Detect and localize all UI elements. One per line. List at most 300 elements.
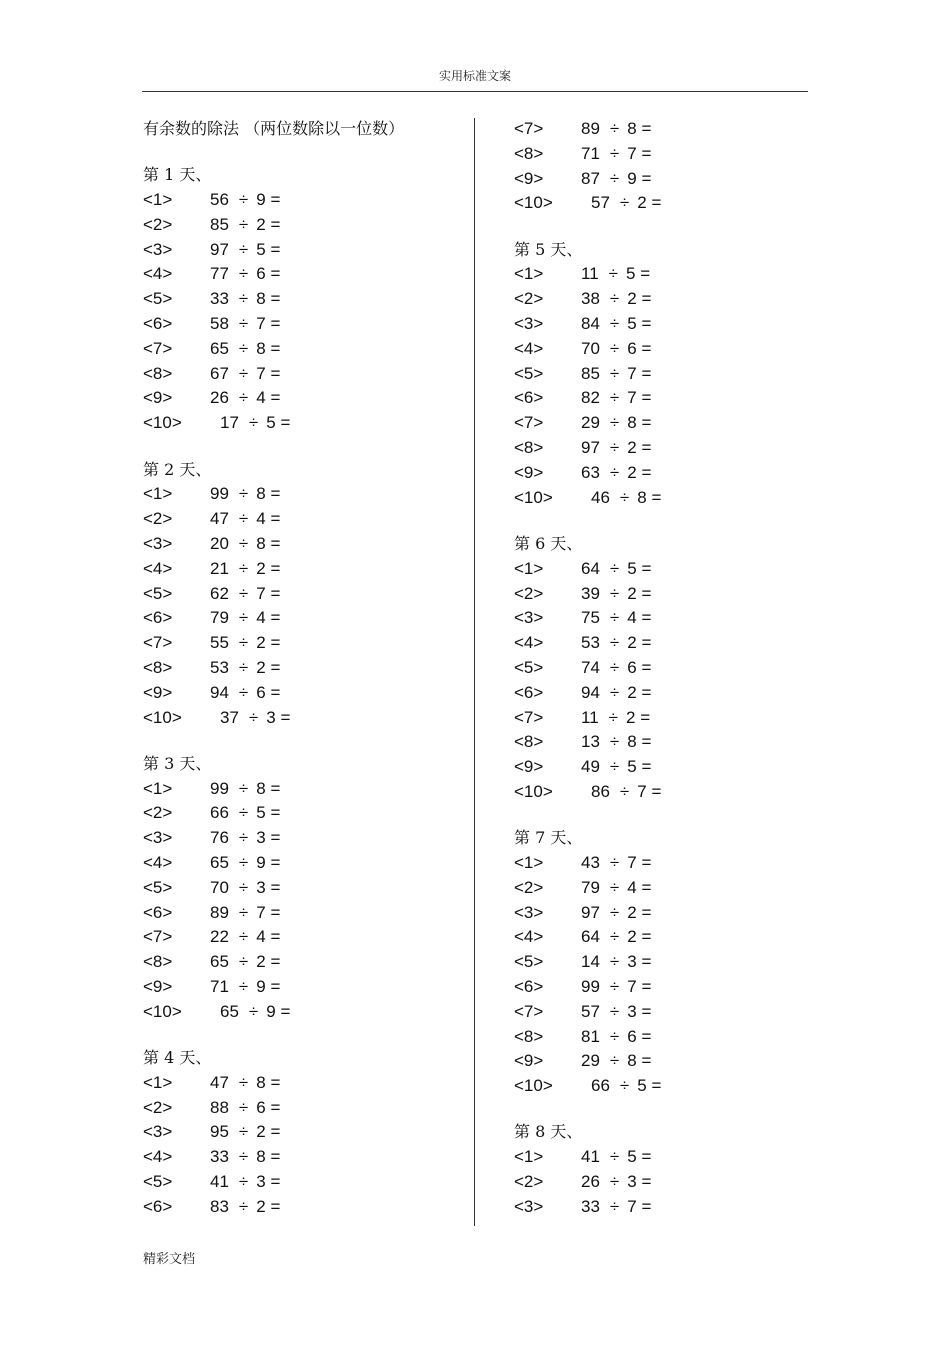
- division-sign: ÷: [609, 413, 620, 433]
- divisor: 2: [256, 633, 266, 653]
- divisor: 3: [627, 952, 637, 972]
- dividend: 76: [210, 828, 229, 848]
- page-footer: 精彩文档: [143, 1252, 196, 1267]
- dividend: 97: [210, 239, 229, 259]
- divisor: 4: [627, 608, 637, 628]
- divisor: 2: [627, 682, 637, 702]
- problem-number: <1>: [514, 558, 544, 578]
- problem-number: <7>: [514, 1001, 544, 1021]
- division-sign: ÷: [609, 338, 620, 358]
- problem-row: [143, 557, 443, 582]
- problem-row: [514, 386, 814, 411]
- equals-sign: =: [641, 1026, 652, 1046]
- divisor: 6: [627, 338, 637, 358]
- equals-sign: =: [641, 338, 652, 358]
- problem-number: <9>: [143, 682, 173, 702]
- problem-row: [143, 532, 443, 557]
- problem-row: [143, 656, 443, 681]
- problem-row: [143, 386, 443, 411]
- dividend: 71: [210, 977, 229, 996]
- problem-number: <7>: [143, 633, 173, 653]
- dividend: 82: [581, 388, 600, 408]
- divisor: 8: [256, 1072, 266, 1092]
- dividend: 38: [581, 289, 600, 309]
- equals-sign: =: [270, 927, 281, 947]
- divisor: 5: [627, 1147, 637, 1167]
- dividend: 83: [210, 1196, 229, 1216]
- section-gap: [514, 510, 814, 532]
- problem-row: [514, 312, 814, 337]
- problem-row: [514, 191, 814, 216]
- divisor: 3: [266, 707, 276, 727]
- dividend: 97: [581, 438, 600, 458]
- division-sign: ÷: [608, 264, 618, 284]
- division-sign: ÷: [238, 314, 249, 334]
- dividend: 29: [581, 1051, 600, 1071]
- day-heading: 第 8 天、: [514, 1122, 583, 1142]
- problem-row: [514, 1145, 814, 1170]
- equals-sign: =: [280, 1001, 291, 1021]
- problem-number: <9>: [514, 168, 544, 188]
- divisor: 9: [627, 168, 637, 188]
- dividend: 84: [581, 314, 600, 334]
- division-sign: ÷: [238, 778, 249, 798]
- division-sign: ÷: [609, 583, 620, 603]
- equals-sign: =: [640, 264, 651, 284]
- equals-sign: =: [641, 1001, 652, 1021]
- problem-row: [514, 1049, 814, 1074]
- divisor: 2: [256, 214, 266, 234]
- equals-sign: =: [270, 363, 281, 383]
- problem-number: <2>: [514, 877, 544, 897]
- equals-sign: =: [270, 682, 281, 702]
- problem-number: <2>: [514, 1172, 544, 1192]
- equals-sign: =: [641, 927, 652, 947]
- problem-number: <3>: [143, 828, 173, 848]
- equals-sign: =: [641, 757, 652, 777]
- division-sign: ÷: [609, 927, 620, 947]
- divisor: 4: [256, 388, 266, 408]
- divisor: 8: [637, 487, 647, 507]
- problem-row: [514, 925, 814, 950]
- problem-number: <6>: [143, 314, 173, 334]
- division-sign: ÷: [238, 558, 249, 578]
- day-heading: 第 7 天、: [514, 828, 583, 848]
- dividend: 66: [591, 1076, 610, 1096]
- problem-number: <5>: [514, 657, 544, 677]
- equals-sign: =: [270, 877, 281, 897]
- division-sign: ÷: [609, 143, 620, 163]
- division-sign: ÷: [609, 1147, 620, 1167]
- division-sign: ÷: [609, 682, 620, 702]
- dividend: 46: [591, 487, 610, 507]
- problem-row: [514, 730, 814, 755]
- problem-number: <10>: [143, 413, 182, 433]
- problem-number: <7>: [143, 927, 173, 947]
- dividend: 65: [210, 853, 229, 873]
- divisor: 2: [627, 927, 637, 947]
- divisor: 2: [256, 1196, 266, 1216]
- dividend: 14: [581, 952, 600, 972]
- section-gap: [143, 436, 443, 458]
- dividend: 29: [581, 413, 600, 433]
- divisor: 4: [256, 608, 266, 628]
- division-sign: ÷: [619, 1076, 630, 1096]
- dividend: 26: [581, 1172, 600, 1192]
- dividend: 49: [581, 757, 600, 777]
- problem-row: [514, 411, 814, 436]
- divisor: 2: [627, 438, 637, 458]
- division-sign: ÷: [609, 363, 620, 383]
- problem-row: [514, 436, 814, 461]
- divisor: 5: [637, 1076, 647, 1096]
- equals-sign: =: [651, 193, 662, 213]
- divisor: 7: [256, 363, 266, 383]
- divisor: 2: [627, 583, 637, 603]
- problem-number: <6>: [514, 682, 544, 702]
- problem-row: [514, 167, 814, 192]
- dividend: 20: [210, 533, 229, 553]
- left-column: [143, 117, 443, 1220]
- problem-row: [514, 681, 814, 706]
- divisor: 8: [627, 413, 637, 433]
- dividend: 87: [581, 168, 600, 188]
- section-gap: [514, 805, 814, 827]
- problem-row: [514, 1025, 814, 1050]
- problem-row: [143, 1096, 443, 1121]
- problem-number: <6>: [514, 977, 544, 996]
- division-sign: ÷: [609, 1001, 620, 1021]
- problem-number: <6>: [143, 608, 173, 628]
- problem-number: <3>: [514, 902, 544, 922]
- divisor: 4: [627, 877, 637, 897]
- equals-sign: =: [270, 977, 281, 996]
- problem-number: <4>: [514, 338, 544, 358]
- division-sign: ÷: [238, 1122, 249, 1142]
- problem-number: <1>: [143, 190, 173, 210]
- problem-row: [514, 755, 814, 780]
- dividend: 57: [581, 1001, 600, 1021]
- dividend: 81: [581, 1026, 600, 1046]
- dividend: 56: [210, 190, 229, 210]
- equals-sign: =: [641, 682, 652, 702]
- problem-number: <9>: [143, 388, 173, 408]
- division-sign: ÷: [609, 119, 620, 138]
- division-sign: ÷: [238, 977, 249, 996]
- division-sign: ÷: [238, 388, 249, 408]
- equals-sign: =: [270, 608, 281, 628]
- problem-number: <3>: [514, 1196, 544, 1216]
- dividend: 71: [581, 143, 600, 163]
- problem-row: [143, 1000, 443, 1025]
- equals-sign: =: [270, 558, 281, 578]
- divisor: 5: [627, 314, 637, 334]
- dividend: 63: [581, 462, 600, 482]
- division-sign: ÷: [238, 1147, 249, 1167]
- division-sign: ÷: [238, 952, 249, 972]
- divisor: 6: [627, 657, 637, 677]
- day-heading: 第 2 天、: [143, 459, 212, 479]
- dividend: 77: [210, 264, 229, 284]
- problem-row: [514, 337, 814, 362]
- divisor: 5: [256, 239, 266, 259]
- dividend: 97: [581, 902, 600, 922]
- division-sign: ÷: [619, 487, 630, 507]
- dividend: 53: [210, 657, 229, 677]
- division-sign: ÷: [619, 193, 630, 213]
- equals-sign: =: [651, 781, 662, 801]
- division-sign: ÷: [238, 682, 249, 702]
- divisor: 8: [256, 484, 266, 504]
- equals-sign: =: [651, 1076, 662, 1096]
- problem-number: <4>: [143, 1147, 173, 1167]
- problem-row: [514, 975, 814, 1000]
- divisor: 8: [256, 533, 266, 553]
- problem-number: <8>: [143, 952, 173, 972]
- divisor: 6: [256, 1097, 266, 1117]
- dividend: 66: [210, 803, 229, 823]
- problem-number: <9>: [514, 462, 544, 482]
- divisor: 5: [626, 264, 636, 284]
- division-sign: ÷: [248, 707, 259, 727]
- division-sign: ÷: [238, 363, 249, 383]
- divisor: 7: [627, 853, 637, 873]
- division-sign: ÷: [238, 190, 249, 210]
- equals-sign: =: [641, 388, 652, 408]
- problem-number: <1>: [143, 1072, 173, 1092]
- division-sign: ÷: [609, 289, 620, 309]
- equals-sign: =: [270, 952, 281, 972]
- equals-sign: =: [641, 608, 652, 628]
- equals-sign: =: [270, 902, 281, 922]
- problem-row: [514, 486, 814, 511]
- problem-row: [143, 901, 443, 926]
- problem-row: [143, 213, 443, 238]
- divisor: 4: [256, 927, 266, 947]
- problem-row: [514, 876, 814, 901]
- dividend: 17: [220, 413, 239, 433]
- equals-sign: =: [641, 143, 652, 163]
- problem-number: <6>: [143, 902, 173, 922]
- problem-number: <4>: [514, 633, 544, 653]
- problem-row: [143, 801, 443, 826]
- division-sign: ÷: [238, 239, 249, 259]
- dividend: 89: [581, 119, 600, 138]
- equals-sign: =: [641, 119, 652, 138]
- day-heading: 第 1 天、: [143, 165, 212, 185]
- dividend: 95: [210, 1122, 229, 1142]
- problem-row: [143, 337, 443, 362]
- problem-row: [143, 631, 443, 656]
- problem-row: [143, 681, 443, 706]
- equals-sign: =: [641, 657, 652, 677]
- division-sign: ÷: [609, 558, 620, 578]
- divisor: 5: [627, 757, 637, 777]
- problem-row: [514, 461, 814, 486]
- dividend: 86: [591, 781, 610, 801]
- divisor: 7: [256, 314, 266, 334]
- problem-number: <9>: [143, 977, 173, 996]
- equals-sign: =: [641, 314, 652, 334]
- divisor: 8: [627, 119, 637, 138]
- divisor: 9: [256, 853, 266, 873]
- problem-number: <3>: [514, 314, 544, 334]
- problem-row: [143, 188, 443, 213]
- section-gap: [514, 216, 814, 238]
- equals-sign: =: [270, 853, 281, 873]
- dividend: 47: [210, 1072, 229, 1092]
- division-sign: ÷: [609, 438, 620, 458]
- division-sign: ÷: [608, 707, 618, 727]
- problem-number: <8>: [143, 657, 173, 677]
- divisor: 7: [256, 583, 266, 603]
- equals-sign: =: [641, 853, 652, 873]
- division-sign: ÷: [238, 1072, 249, 1092]
- divisor: 8: [256, 289, 266, 309]
- divisor: 8: [256, 1147, 266, 1167]
- division-sign: ÷: [238, 608, 249, 628]
- dividend: 55: [210, 633, 229, 653]
- divisor: 2: [637, 193, 647, 213]
- division-sign: ÷: [238, 289, 249, 309]
- section-gap: [143, 142, 443, 164]
- equals-sign: =: [641, 438, 652, 458]
- problem-number: <1>: [514, 1147, 544, 1167]
- problem-row: [143, 1170, 443, 1195]
- dividend: 39: [581, 583, 600, 603]
- equals-sign: =: [641, 363, 652, 383]
- divisor: 2: [256, 558, 266, 578]
- divisor: 5: [256, 803, 266, 823]
- problem-number: <1>: [143, 778, 173, 798]
- divisor: 7: [627, 1196, 637, 1216]
- division-sign: ÷: [609, 952, 620, 972]
- division-sign: ÷: [238, 1097, 249, 1117]
- dividend: 21: [210, 558, 229, 578]
- divisor: 7: [256, 902, 266, 922]
- division-sign: ÷: [238, 1172, 249, 1192]
- problem-number: <10>: [514, 781, 553, 801]
- problem-row: [514, 1074, 814, 1099]
- dividend: 85: [581, 363, 600, 383]
- problem-row: [143, 287, 443, 312]
- problem-row: [143, 1145, 443, 1170]
- problem-row: [514, 362, 814, 387]
- divisor: 3: [627, 1001, 637, 1021]
- problem-row: [514, 631, 814, 656]
- dividend: 88: [210, 1097, 229, 1117]
- dividend: 65: [210, 338, 229, 358]
- divisor: 2: [627, 902, 637, 922]
- problem-number: <5>: [143, 877, 173, 897]
- equals-sign: =: [270, 583, 281, 603]
- equals-sign: =: [641, 413, 652, 433]
- divisor: 7: [627, 388, 637, 408]
- problem-number: <8>: [514, 732, 544, 752]
- day-heading: 第 6 天、: [514, 533, 583, 553]
- dividend: 94: [581, 682, 600, 702]
- problem-row: [143, 706, 443, 731]
- divisor: 7: [637, 781, 647, 801]
- division-sign: ÷: [609, 462, 620, 482]
- problem-row: [143, 851, 443, 876]
- problem-number: <8>: [143, 363, 173, 383]
- problem-row: [514, 656, 814, 681]
- divisor: 2: [626, 707, 636, 727]
- problem-row: [143, 975, 443, 1000]
- problem-number: <3>: [143, 1122, 173, 1142]
- problem-number: <1>: [514, 853, 544, 873]
- equals-sign: =: [641, 902, 652, 922]
- division-sign: ÷: [238, 338, 249, 358]
- equals-sign: =: [270, 1172, 281, 1192]
- problem-row: [143, 238, 443, 263]
- dividend: 64: [581, 927, 600, 947]
- equals-sign: =: [270, 1097, 281, 1117]
- equals-sign: =: [280, 413, 291, 433]
- dividend: 41: [581, 1147, 600, 1167]
- header-rule: [142, 91, 808, 92]
- problem-number: <3>: [143, 533, 173, 553]
- equals-sign: =: [270, 509, 281, 529]
- problem-number: <10>: [514, 1076, 553, 1096]
- dividend: 41: [210, 1172, 229, 1192]
- divisor: 6: [627, 1026, 637, 1046]
- problem-row: [514, 1195, 814, 1220]
- division-sign: ÷: [238, 803, 249, 823]
- section-gap: [514, 1099, 814, 1121]
- section-gap: [143, 730, 443, 752]
- equals-sign: =: [641, 168, 652, 188]
- equals-sign: =: [270, 1072, 281, 1092]
- division-sign: ÷: [609, 877, 620, 897]
- dividend: 75: [581, 608, 600, 628]
- problem-row: [514, 287, 814, 312]
- problem-number: <3>: [143, 239, 173, 259]
- division-sign: ÷: [609, 168, 620, 188]
- problem-number: <4>: [514, 927, 544, 947]
- division-sign: ÷: [238, 264, 249, 284]
- problem-row: [143, 262, 443, 287]
- equals-sign: =: [270, 1122, 281, 1142]
- divisor: 5: [266, 413, 276, 433]
- dividend: 13: [581, 732, 600, 752]
- dividend: 58: [210, 314, 229, 334]
- right-column: [514, 117, 814, 1220]
- problem-row: [143, 1120, 443, 1145]
- day-heading: 第 4 天、: [143, 1048, 212, 1068]
- divisor: 7: [627, 977, 637, 996]
- divisor: 2: [627, 462, 637, 482]
- problem-number: <1>: [514, 264, 544, 284]
- division-sign: ÷: [609, 314, 620, 334]
- dividend: 11: [581, 264, 599, 284]
- division-sign: ÷: [609, 757, 620, 777]
- divisor: 8: [627, 1051, 637, 1071]
- dividend: 47: [210, 509, 229, 529]
- division-sign: ÷: [609, 853, 620, 873]
- divisor: 2: [256, 1122, 266, 1142]
- problem-number: <2>: [514, 289, 544, 309]
- divisor: 3: [256, 828, 266, 848]
- divisor: 8: [627, 732, 637, 752]
- equals-sign: =: [641, 1196, 652, 1216]
- division-sign: ÷: [619, 781, 630, 801]
- equals-sign: =: [270, 633, 281, 653]
- dividend: 53: [581, 633, 600, 653]
- problem-number: <6>: [143, 1196, 173, 1216]
- dividend: 70: [581, 338, 600, 358]
